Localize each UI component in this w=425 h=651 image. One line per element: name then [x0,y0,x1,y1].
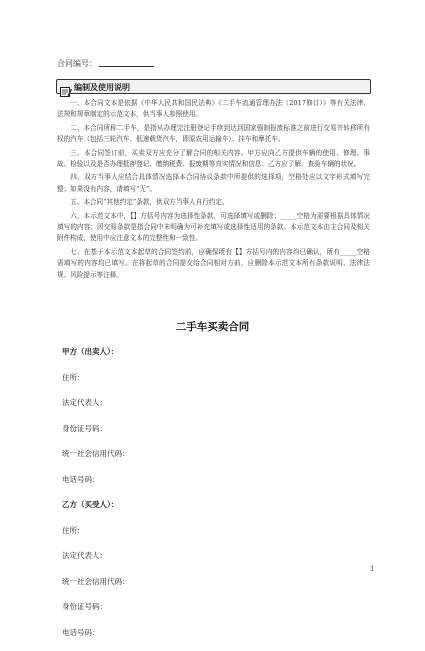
party-a-credit-code-field[interactable]: 统一社会信用代码： [62,447,362,473]
notice-paragraph: 五、本合同“其他约定”条款，供双方当事人自行约定。 [57,197,370,208]
parties-section [62,345,362,651]
party-b-address-field[interactable]: 住所： [62,524,362,550]
party-b-heading: 乙方（买受人）： [62,498,362,524]
party-a-legal-rep-field[interactable]: 法定代表人： [62,396,362,422]
party-b-legal-rep-field[interactable]: 法定代表人： [62,549,362,575]
party-b-id-number-field[interactable]: 身份证号码： [62,600,362,626]
party-a-phone-field[interactable]: 电话号码： [62,473,362,499]
party-b-phone-field[interactable]: 电话号码： [62,626,362,651]
document-title: 二手车买卖合同 [0,319,425,334]
contract-number-field [57,58,154,69]
usage-notice-body [57,98,370,283]
notice-paragraph: 七、在基于本示范文本起草的合同签约前，应确保所有【】方括号内的内容均已确认，所有_____空格需填写的内容均已填写。在将起草的合同提交给合同相对方前，应删除本示范文本所有条款说明、法律法规、风险提示等注释。 [57,247,370,281]
party-a-heading: 甲方（出卖人）： [62,345,362,371]
contract-number-blank[interactable] [99,66,154,67]
notice-paragraph: 一、本合同文本是依据《中华人民共和国民法典》《二手车流通管理办法（2017修订）》等有关法律、法规和规章制定的示范文本，供当事人参照使用。 [57,98,370,121]
party-b-credit-code-field[interactable]: 统一社会信用代码： [62,575,362,601]
party-a-address-field[interactable]: 住所： [62,371,362,397]
usage-notice-header [56,79,371,94]
notice-paragraph: 二、本合同所称二手车，是指从办理完注册登记手续到达到国家强制报废标准之前进行交易并转移所有权的汽车（包括三轮汽车、低速载货汽车，即原农用运输车）、挂车和摩托车。 [57,123,370,146]
notice-paragraph: 四、双方当事人应结合具体情况选择本合同协议条款中所提供的选择项，空格处应以文字形式填写完整；如果没有内容，请填写“无”。 [57,172,370,195]
notepad-icon [60,82,72,92]
usage-notice-title: 编制及使用说明 [74,82,130,93]
notice-paragraph: 六、本示范文本中，【】方括号内容为选择性条款，可选择填写或删除；_____空格为需要根据具体情况填写的内容；因交易条款是指合同中未明确为可补充填写或选择性适用的条款。本示范文本由主合同及相关附件构成，使用中应注意文本的完整性和一致性。 [57,211,370,245]
notice-paragraph: 三、本合同签订前，买卖双方应充分了解合同的相关内容。甲方应向乙方提供车辆的使用、修理、事故、检验以及是否办理抵押登记、缴纳税费、报废期等真实情况和信息；乙方应了解、查验车辆的状况。 [57,148,370,171]
contract-number-label: 合同编号： [57,59,97,68]
page-number: 1 [370,565,374,573]
party-a-id-number-field[interactable]: 身份证号码： [62,422,362,448]
